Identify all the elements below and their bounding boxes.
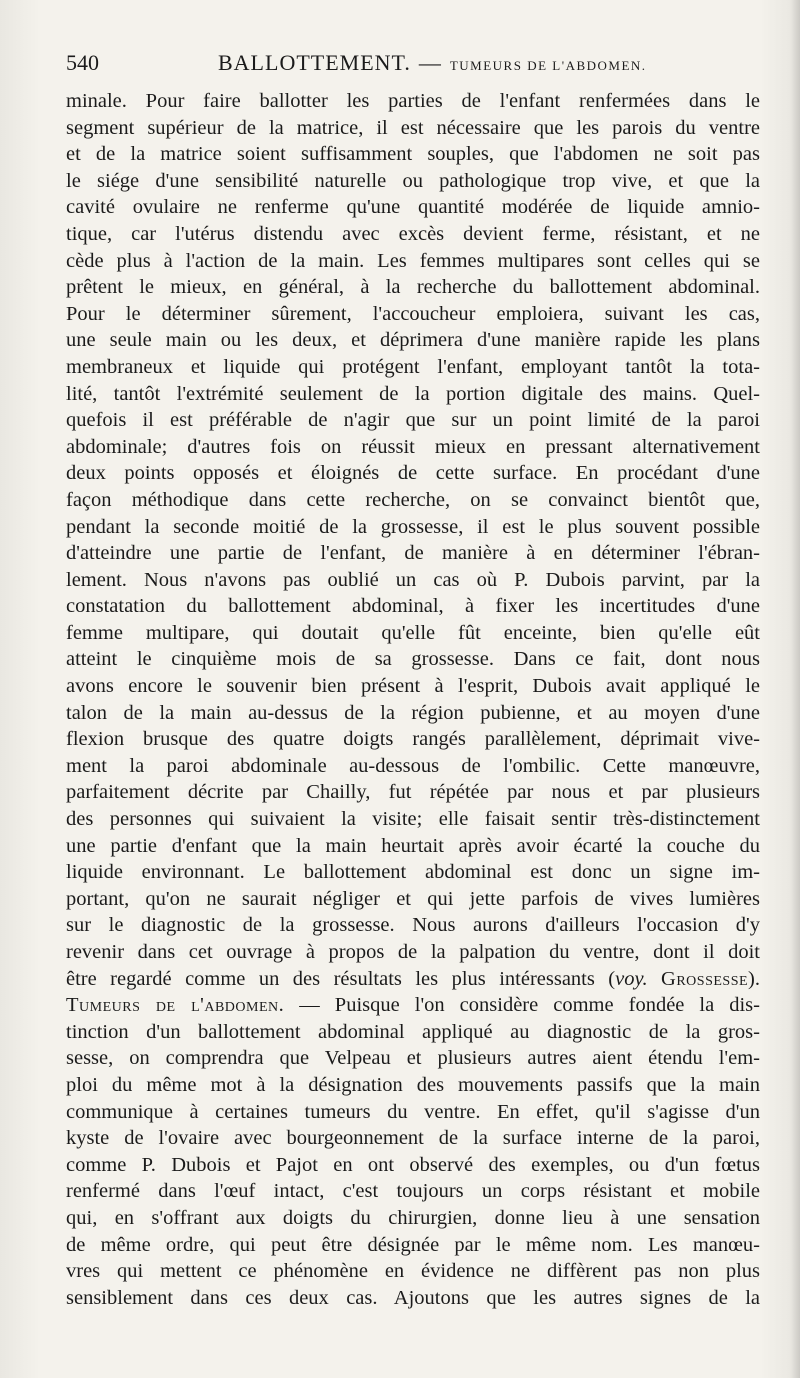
text-line: qui, en s'offrant aux doigts du chirurgien, donne lieu à une sensation — [66, 1206, 760, 1229]
text-line: segment supérieur de la matrice, il est nécessaire que les parois du ventre — [66, 116, 760, 139]
text-line: portant, qu'on ne saurait négliger et qui jette parfois de vives lumières — [66, 887, 760, 910]
text-line: kyste de l'ovaire avec bourgeonnement de la surface interne de la paroi, — [66, 1127, 760, 1150]
text-line: ment la paroi abdominale au-dessous de l'ombilic. Cette manœuvre, — [66, 754, 760, 777]
text-line: flexion brusque des quatre doigts rangés parallèlement, déprimait vive- — [66, 728, 760, 751]
text-line: des personnes qui suivaient la visite; elle faisait sentir très-distinctement — [66, 808, 760, 831]
text-line: deux points opposés et éloignés de cette surface. En procédant d'une — [66, 462, 760, 485]
text-line: liquide environnant. Le ballottement abdominal est donc un signe im- — [66, 861, 760, 884]
text-line: le siége d'une sensibilité naturelle ou pathologique trop vive, et que la — [66, 169, 760, 192]
text-line: parfaitement décrite par Chailly, fut répétée par nous et par plusieurs — [66, 781, 760, 804]
body-text — [66, 88, 760, 1311]
voy-abbreviation: voy. — [615, 967, 648, 990]
page-edge-shadow — [790, 0, 800, 1378]
running-head-title: BALLOTTEMENT. — [218, 50, 411, 75]
text-line: tique, car l'utérus distendu avec excès devient ferme, résistant, et ne — [66, 222, 760, 245]
text-line: lement. Nous n'avons pas oublié un cas où P. Dubois parvint, par la — [66, 568, 760, 591]
text-line: renfermé dans l'œuf intact, c'est toujours un corps résistant et mobile — [66, 1180, 760, 1203]
text-line: pendant la seconde moitié de la grossesse, il est le plus souvent possible — [66, 515, 760, 538]
text-line: sesse, on comprendra que Velpeau et plusieurs autres aient étendu l'em- — [66, 1047, 760, 1070]
text-line: lité, tantôt l'extrémité seulement de la portion digitale des mains. Quel- — [66, 382, 760, 405]
text-line: avons encore le souvenir bien présent à l'esprit, Dubois avait appliqué le — [66, 675, 760, 698]
text-line: sensiblement dans ces deux cas. Ajoutons que les autres signes de la — [66, 1286, 760, 1309]
text-line: revenir dans cet ouvrage à propos de la palpation du ventre, dont il doit — [66, 941, 760, 963]
running-head-subtitle: TUMEURS DE L'ABDOMEN. — [449, 58, 647, 73]
running-head-separator: — — [418, 50, 442, 75]
page-number: 540 — [66, 50, 99, 75]
text-line: abdominale; d'autres fois on réussit mieux en pressant alternativement — [66, 435, 760, 458]
text-line: atteint le cinquième mois de sa grossesse. Dans ce fait, dont nous — [66, 648, 760, 671]
line-text: être regardé comme un des résultats les plus intéressants ( — [66, 967, 616, 990]
page-header — [66, 48, 760, 78]
section-heading: Tumeurs de l'abdomen. — [66, 994, 285, 1017]
text-line: tinction d'un ballottement abdominal appliqué au diagnostic de la gros- — [66, 1020, 760, 1043]
text-line: une seule main ou les deux, et déprimera d'une manière rapide les plans — [66, 329, 760, 352]
text-line: femme multipare, qui doutait qu'elle fût enceinte, bien qu'elle eût — [66, 621, 760, 644]
text-line: vres qui mettent ce phénomène en évidence ne diffèrent pas non plus — [66, 1260, 760, 1283]
section-start-line — [66, 992, 760, 1019]
text-line: constatation du ballottement abdominal, à fixer les incertitudes d'une — [66, 595, 760, 618]
line-end: ). — [748, 967, 760, 990]
text-line: Pour le déterminer sûrement, l'accoucheur emploiera, suivant les cas, — [66, 302, 760, 325]
text-line: et de la matrice soient suffisamment souples, que l'abdomen ne soit pas — [66, 143, 760, 166]
text-line: de même ordre, qui peut être désignée par le même nom. Les manœu- — [66, 1233, 760, 1256]
cross-reference: Grossesse — [661, 967, 749, 990]
running-head — [218, 48, 647, 81]
text-line-with-reference — [66, 966, 760, 993]
text-line: une partie d'enfant que la main heurtait après avoir écarté la couche du — [66, 834, 760, 857]
text-line: quefois il est préférable de n'agir que sur un point limité de la paroi — [66, 409, 760, 432]
text-line: prêtent le mieux, en général, à la recherche du ballottement abdominal. — [66, 276, 760, 299]
text-line: cavité ovulaire ne renferme qu'une quantité modérée de liquide amnio- — [66, 196, 760, 219]
text-line: ploi du même mot à la désignation des mouvements passifs que la main — [66, 1073, 760, 1096]
section-line-text: — Puisque l'on considère comme fondée la dis- — [284, 994, 760, 1017]
text-line: façon méthodique dans cette recherche, on se convainct bientôt que, — [66, 488, 760, 511]
text-line: minale. Pour faire ballotter les parties de l'enfant renfermées dans le — [66, 90, 760, 112]
text-line: comme P. Dubois et Pajot en ont observé des exemples, ou d'un fœtus — [66, 1153, 760, 1176]
text-line: d'atteindre une partie de l'enfant, de manière à en déterminer l'ébran- — [66, 542, 760, 565]
text-line: sur le diagnostic de la grossesse. Nous aurons d'ailleurs l'occasion d'y — [66, 914, 760, 937]
text-line: talon de la main au-dessus de la région pubienne, et au moyen d'une — [66, 701, 760, 724]
text-line: communique à certaines tumeurs du ventre. En effet, qu'il s'agisse d'un — [66, 1100, 760, 1123]
text-line: membraneux et liquide qui protégent l'enfant, employant tantôt la tota- — [66, 355, 760, 378]
text-line: cède plus à l'action de la main. Les femmes multipares sont celles qui se — [66, 249, 760, 272]
